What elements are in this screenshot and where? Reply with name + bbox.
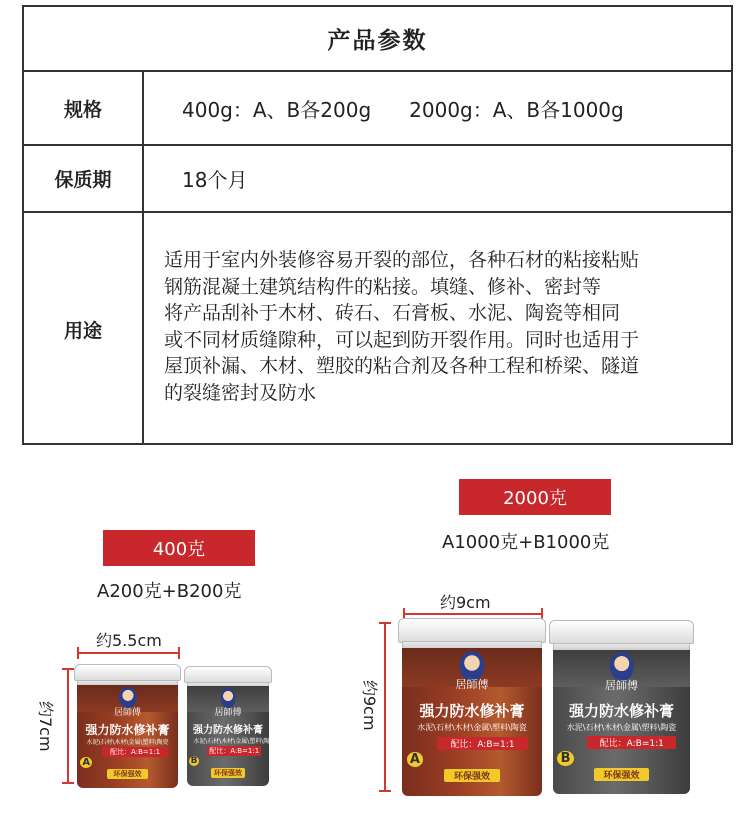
bucket-product-name: 强力防水修补膏 bbox=[193, 725, 263, 737]
large-kit-caption: A1000克+B1000克 bbox=[442, 532, 610, 553]
spec-table bbox=[22, 5, 733, 445]
shelf-life-label: 保质期 bbox=[24, 146, 144, 211]
bucket-ratio: 配比：A:B=1:1 bbox=[209, 747, 260, 756]
spec-value-large: 2000g：A、B各1000g bbox=[409, 97, 624, 122]
spec-value bbox=[182, 72, 721, 144]
bucket-eco-label: 环保强效 bbox=[444, 769, 500, 782]
small-kit-badge: 400克 bbox=[103, 530, 255, 566]
shelf-life-value: 18个月 bbox=[182, 168, 248, 192]
bucket-tag-b: B bbox=[557, 751, 573, 766]
bucket-brand: 居師傅 bbox=[214, 708, 242, 719]
table-title: 产品参数 bbox=[327, 28, 428, 54]
large-bucket-a bbox=[398, 618, 546, 796]
small-width-label: 约5.5cm bbox=[96, 631, 162, 650]
large-width-label: 约9cm bbox=[440, 593, 491, 612]
bucket-product-name: 强力防水修补膏 bbox=[85, 723, 170, 738]
bucket-brand: 居師傅 bbox=[113, 707, 141, 718]
bucket-ratio: 配比：A:B=1:1 bbox=[587, 736, 676, 749]
large-height-indicator bbox=[384, 622, 386, 792]
bucket-eco-label: 环保强效 bbox=[107, 769, 147, 779]
bucket-eco-label: 环保强效 bbox=[594, 768, 649, 781]
bucket-materials: 水泥\石材\木材\金属\塑料\陶瓷 bbox=[193, 738, 276, 746]
bucket-brand: 居師傅 bbox=[455, 678, 489, 692]
large-height-label: 约9cm bbox=[360, 680, 379, 731]
bucket-tag-a: A bbox=[407, 752, 424, 767]
table-row-usage bbox=[24, 213, 731, 445]
small-bucket-a bbox=[74, 664, 181, 788]
usage-line: 或不同材质缝隙种，可以起到防开裂作用。同时也适用于 bbox=[164, 328, 640, 351]
usage-text bbox=[164, 247, 721, 406]
small-kit-caption: A200克+B200克 bbox=[97, 581, 242, 602]
usage-label: 用途 bbox=[24, 213, 144, 445]
small-height-indicator bbox=[67, 668, 69, 784]
small-height-label: 约7cm bbox=[36, 701, 55, 752]
table-header-row bbox=[24, 7, 731, 72]
bucket-eco-label: 环保强效 bbox=[211, 768, 244, 778]
bucket-brand: 居師傅 bbox=[605, 679, 638, 693]
small-bucket-b bbox=[184, 666, 276, 786]
bucket-ratio: 配比：A:B=1:1 bbox=[102, 747, 167, 757]
bucket-tag-a: A bbox=[80, 757, 92, 768]
usage-line: 屋顶补漏、木材、塑胶的粘合剂及各种工程和桥梁、隧道 bbox=[164, 355, 640, 377]
table-row-shelf-life bbox=[24, 146, 731, 213]
spec-label: 规格 bbox=[24, 72, 144, 144]
usage-line: 钢筋混凝土建筑结构件的粘接。填缝、修补、密封等 bbox=[164, 275, 602, 298]
table-row-spec bbox=[24, 72, 731, 146]
usage-line: 将产品刮补于木材、砖石、石膏板、水泥、陶瓷等相同 bbox=[164, 302, 621, 324]
bucket-materials: 水泥\石材\木材\金属\塑料\陶瓷 bbox=[417, 723, 527, 733]
bucket-materials: 水泥\石材\木材\金属\塑料\陶瓷 bbox=[86, 738, 169, 746]
bucket-materials: 水泥\石材\木材\金属\塑料\陶瓷 bbox=[566, 722, 677, 732]
bucket-product-name: 强力防水修补膏 bbox=[568, 702, 674, 721]
small-width-indicator bbox=[77, 652, 180, 654]
usage-line: 适用于室内外装修容易开裂的部位，各种石材的粘接粘贴 bbox=[164, 249, 640, 271]
usage-line: 的裂缝密封及防水 bbox=[164, 381, 317, 404]
bucket-ratio: 配比：A:B=1:1 bbox=[437, 737, 527, 750]
large-bucket-b bbox=[549, 620, 694, 794]
bucket-product-name: 强力防水修补膏 bbox=[419, 701, 525, 720]
large-width-indicator bbox=[403, 613, 543, 615]
spec-value-small: 400g：A、B各200g bbox=[182, 97, 372, 122]
bucket-tag-b: B bbox=[190, 756, 198, 767]
large-kit-badge: 2000克 bbox=[459, 479, 611, 515]
